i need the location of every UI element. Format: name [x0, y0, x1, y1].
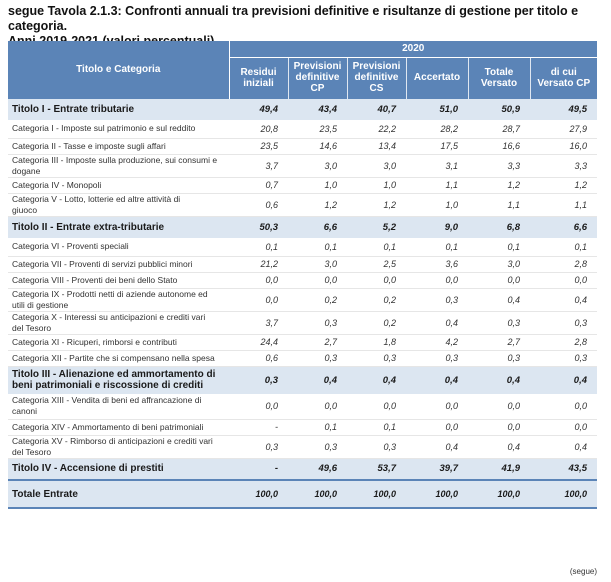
cell-previsioni-cs: 0,1 — [347, 238, 406, 256]
row-label — [8, 193, 229, 216]
cell-versato-cp: 3,3 — [530, 154, 597, 177]
row-label-line: Categoria VIII - Proventi dei beni dello Stato — [12, 274, 178, 285]
cell-previsioni-cs: 40,7 — [347, 98, 406, 120]
cell-previsioni-cp: 3,0 — [288, 154, 347, 177]
cell-previsioni-cp: 0,1 — [288, 419, 347, 435]
cell-residui-iniziali: - — [229, 419, 288, 435]
cell-previsioni-cp: 1,0 — [288, 177, 347, 193]
header-text-line: CP — [310, 83, 325, 94]
data-table — [8, 41, 597, 509]
row-label — [8, 177, 229, 193]
row-label-line: Categoria III - Imposte sulla produzione, sui consumi e — [12, 154, 218, 165]
row-label — [8, 458, 229, 480]
cell-previsioni-cp: 0,4 — [288, 366, 347, 394]
header-text-line: Accertato — [413, 72, 461, 83]
row-label — [8, 98, 229, 120]
row-label-line: Totale Entrate — [12, 488, 78, 500]
row-label-line: beni patrimoniali e riscossione di crediti — [12, 380, 204, 392]
cell-versato-cp: 6,6 — [530, 216, 597, 238]
cell-accertato: 0,3 — [406, 350, 468, 366]
cell-totale-versato: 100,0 — [468, 480, 530, 508]
cell-residui-iniziali: 0,0 — [229, 394, 288, 419]
cell-previsioni-cp: 43,4 — [288, 98, 347, 120]
cell-previsioni-cs: 22,2 — [347, 120, 406, 138]
cell-previsioni-cp: 3,0 — [288, 256, 347, 272]
cell-previsioni-cs: 5,2 — [347, 216, 406, 238]
cell-versato-cp: 16,0 — [530, 138, 597, 154]
header-text-line: Previsioni — [293, 61, 342, 72]
cell-accertato: 39,7 — [406, 458, 468, 480]
header-text-line: Previsioni — [352, 61, 401, 72]
cell-accertato: 51,0 — [406, 98, 468, 120]
cell-residui-iniziali: 21,2 — [229, 256, 288, 272]
header-text-line: iniziali — [243, 77, 274, 89]
cell-versato-cp: 27,9 — [530, 120, 597, 138]
categoria-row — [8, 334, 597, 350]
row-label — [8, 480, 229, 508]
cell-accertato: 0,0 — [406, 272, 468, 288]
categoria-row — [8, 238, 597, 256]
cell-previsioni-cp: 14,6 — [288, 138, 347, 154]
categoria-row — [8, 394, 597, 419]
row-label — [8, 272, 229, 288]
cell-totale-versato: 6,8 — [468, 216, 530, 238]
cell-residui-iniziali: 3,7 — [229, 154, 288, 177]
row-label — [8, 256, 229, 272]
row-label-line: del Tesoro — [12, 322, 52, 333]
cell-previsioni-cp: 100,0 — [288, 480, 347, 508]
cell-totale-versato: 0,0 — [468, 419, 530, 435]
row-label — [8, 435, 229, 458]
cell-previsioni-cp: 0,0 — [288, 394, 347, 419]
cell-totale-versato: 0,4 — [468, 366, 530, 394]
header-text-line: definitive — [295, 72, 340, 83]
cell-accertato: 3,1 — [406, 154, 468, 177]
table-header — [8, 41, 597, 98]
cell-totale-versato: 16,6 — [468, 138, 530, 154]
cell-previsioni-cp: 0,2 — [288, 288, 347, 311]
cell-previsioni-cp: 0,3 — [288, 311, 347, 334]
cell-residui-iniziali: 0,3 — [229, 435, 288, 458]
cell-previsioni-cp: 49,6 — [288, 458, 347, 480]
cell-previsioni-cs: 0,2 — [347, 288, 406, 311]
row-label-line: Categoria XIII - Vendita di beni ed affrancazione di — [12, 395, 202, 406]
cell-previsioni-cp: 0,1 — [288, 238, 347, 256]
titolo-row — [8, 458, 597, 480]
row-label-line: Categoria XII - Partite che si compensano nella spesa — [12, 352, 215, 363]
cell-previsioni-cp: 23,5 — [288, 120, 347, 138]
header-titolo-categoria: Titolo e Categoria — [8, 41, 229, 98]
cell-accertato: 0,0 — [406, 394, 468, 419]
cell-accertato: 3,6 — [406, 256, 468, 272]
cell-previsioni-cs: 53,7 — [347, 458, 406, 480]
row-label — [8, 138, 229, 154]
cell-residui-iniziali: 3,7 — [229, 311, 288, 334]
row-label — [8, 216, 229, 238]
header-accertato — [406, 57, 468, 98]
cell-totale-versato: 0,1 — [468, 238, 530, 256]
row-label-line: Categoria XI - Ricuperi, rimborsi e contributi — [12, 336, 177, 347]
row-label — [8, 366, 229, 394]
cell-residui-iniziali: 100,0 — [229, 480, 288, 508]
cell-previsioni-cs: 0,3 — [347, 435, 406, 458]
row-label — [8, 311, 229, 334]
row-label-line: canoni — [12, 406, 38, 417]
cell-versato-cp: 0,4 — [530, 366, 597, 394]
row-label — [8, 238, 229, 256]
cell-versato-cp: 0,4 — [530, 435, 597, 458]
cell-totale-versato: 1,1 — [468, 193, 530, 216]
cell-previsioni-cp: 6,6 — [288, 216, 347, 238]
cell-accertato: 17,5 — [406, 138, 468, 154]
cell-residui-iniziali: - — [229, 458, 288, 480]
categoria-row — [8, 154, 597, 177]
row-label — [8, 288, 229, 311]
cell-residui-iniziali: 20,8 — [229, 120, 288, 138]
categoria-row — [8, 138, 597, 154]
cell-previsioni-cs: 1,0 — [347, 177, 406, 193]
cell-accertato: 9,0 — [406, 216, 468, 238]
cell-previsioni-cs: 1,2 — [347, 193, 406, 216]
categoria-row — [8, 311, 597, 334]
categoria-row — [8, 193, 597, 216]
header-previsioni-cs — [347, 57, 406, 98]
row-label-line: Categoria VII - Proventi di servizi pubblici minori — [12, 258, 193, 269]
cell-previsioni-cs: 0,2 — [347, 311, 406, 334]
cell-versato-cp: 1,1 — [530, 193, 597, 216]
cell-accertato: 0,4 — [406, 435, 468, 458]
cell-previsioni-cs: 13,4 — [347, 138, 406, 154]
cell-residui-iniziali: 0,0 — [229, 288, 288, 311]
row-label-line: Categoria I - Imposte sul patrimonio e sul reddito — [12, 123, 196, 134]
cell-previsioni-cs: 0,3 — [347, 350, 406, 366]
cell-versato-cp: 100,0 — [530, 480, 597, 508]
cell-accertato: 0,4 — [406, 311, 468, 334]
cell-accertato: 0,0 — [406, 419, 468, 435]
cell-accertato: 1,0 — [406, 193, 468, 216]
cell-totale-versato: 50,9 — [468, 98, 530, 120]
cell-residui-iniziali: 49,4 — [229, 98, 288, 120]
cell-accertato: 4,2 — [406, 334, 468, 350]
cell-accertato: 100,0 — [406, 480, 468, 508]
cell-residui-iniziali: 0,6 — [229, 193, 288, 216]
header-year: 2020 — [229, 41, 597, 57]
cell-previsioni-cs: 2,5 — [347, 256, 406, 272]
row-label-line: Categoria XV - Rimborso di anticipazioni e crediti vari — [12, 435, 213, 446]
titolo-row — [8, 98, 597, 120]
cell-residui-iniziali: 50,3 — [229, 216, 288, 238]
row-label-line: Categoria IV - Monopoli — [12, 179, 102, 190]
cell-previsioni-cp: 2,7 — [288, 334, 347, 350]
header-text-line: Versato CP — [537, 77, 591, 89]
cell-residui-iniziali: 0,6 — [229, 350, 288, 366]
categoria-row — [8, 256, 597, 272]
cell-totale-versato: 3,3 — [468, 154, 530, 177]
header-text-line: Residui — [240, 66, 277, 78]
categoria-row — [8, 120, 597, 138]
totale-row — [8, 480, 597, 508]
row-label-line: Categoria XIV - Ammortamento di beni patrimoniali — [12, 421, 204, 432]
header-totale-versato — [468, 57, 530, 98]
cell-previsioni-cp: 0,3 — [288, 435, 347, 458]
cell-residui-iniziali: 23,5 — [229, 138, 288, 154]
cell-residui-iniziali: 0,3 — [229, 366, 288, 394]
cell-totale-versato: 0,4 — [468, 435, 530, 458]
cell-previsioni-cs: 1,8 — [347, 334, 406, 350]
row-label-line: Categoria V - Lotto, lotterie ed altre attività di — [12, 193, 181, 204]
cell-versato-cp: 0,1 — [530, 238, 597, 256]
categoria-row — [8, 419, 597, 435]
cell-previsioni-cp: 1,2 — [288, 193, 347, 216]
header-text-line: Versato — [480, 77, 518, 89]
cell-accertato: 28,2 — [406, 120, 468, 138]
row-label-line: Titolo II - Entrate extra-tributarie — [12, 221, 165, 233]
cell-previsioni-cs: 0,0 — [347, 272, 406, 288]
cell-versato-cp: 43,5 — [530, 458, 597, 480]
row-label — [8, 334, 229, 350]
cell-previsioni-cp: 0,3 — [288, 350, 347, 366]
cell-previsioni-cs: 100,0 — [347, 480, 406, 508]
cell-totale-versato: 41,9 — [468, 458, 530, 480]
cell-versato-cp: 0,3 — [530, 311, 597, 334]
row-label-line: Categoria X - Interessi su anticipazioni e crediti vari — [12, 311, 206, 322]
cell-versato-cp: 2,8 — [530, 256, 597, 272]
cell-versato-cp: 0,4 — [530, 288, 597, 311]
cell-versato-cp: 0,0 — [530, 272, 597, 288]
row-label — [8, 350, 229, 366]
row-label-line: Categoria II - Tasse e imposte sugli affari — [12, 140, 166, 151]
cell-totale-versato: 0,3 — [468, 311, 530, 334]
row-label-line: Titolo IV - Accensione di prestiti — [12, 463, 164, 475]
title-line-1: segue Tavola 2.1.3: Confronti annuali tra previsioni definitive e risultanze di gestione per titolo e categoria. — [8, 4, 579, 33]
cell-versato-cp: 1,2 — [530, 177, 597, 193]
row-label — [8, 394, 229, 419]
header-residui-iniziali — [229, 57, 288, 98]
cell-previsioni-cs: 3,0 — [347, 154, 406, 177]
header-text-line: di cui — [550, 66, 577, 78]
cell-residui-iniziali: 24,4 — [229, 334, 288, 350]
row-label — [8, 120, 229, 138]
table-body — [8, 98, 597, 508]
cell-versato-cp: 2,8 — [530, 334, 597, 350]
categoria-row — [8, 435, 597, 458]
titolo-row — [8, 366, 597, 394]
row-label-line: Titolo I - Entrate tributarie — [12, 103, 135, 115]
row-label-line: Categoria VI - Proventi speciali — [12, 241, 129, 252]
cell-previsioni-cs: 0,4 — [347, 366, 406, 394]
categoria-row — [8, 350, 597, 366]
row-label-line: Categoria IX - Prodotti netti di aziende autonome ed — [12, 288, 208, 299]
cell-totale-versato: 2,7 — [468, 334, 530, 350]
cell-totale-versato: 0,4 — [468, 288, 530, 311]
cell-totale-versato: 1,2 — [468, 177, 530, 193]
titolo-row — [8, 216, 597, 238]
header-text-line: CS — [369, 83, 384, 94]
cell-accertato: 1,1 — [406, 177, 468, 193]
row-label — [8, 154, 229, 177]
cell-residui-iniziali: 0,0 — [229, 272, 288, 288]
cell-residui-iniziali: 0,7 — [229, 177, 288, 193]
row-label — [8, 419, 229, 435]
cell-versato-cp: 0,0 — [530, 419, 597, 435]
cell-totale-versato: 0,3 — [468, 350, 530, 366]
cell-versato-cp: 49,5 — [530, 98, 597, 120]
row-label-line: Titolo III - Alienazione ed ammortamento di — [12, 369, 216, 381]
cell-totale-versato: 3,0 — [468, 256, 530, 272]
categoria-row — [8, 288, 597, 311]
header-text-line: definitive — [354, 72, 399, 83]
cell-residui-iniziali: 0,1 — [229, 238, 288, 256]
cell-accertato: 0,4 — [406, 366, 468, 394]
cell-accertato: 0,3 — [406, 288, 468, 311]
header-previsioni-cp — [288, 57, 347, 98]
cell-totale-versato: 28,7 — [468, 120, 530, 138]
cell-accertato: 0,1 — [406, 238, 468, 256]
cell-versato-cp: 0,3 — [530, 350, 597, 366]
header-text-line: Totale — [484, 66, 514, 78]
categoria-row — [8, 177, 597, 193]
row-label-line: giuoco — [12, 204, 38, 215]
cell-totale-versato: 0,0 — [468, 394, 530, 419]
cell-previsioni-cs: 0,1 — [347, 419, 406, 435]
cell-totale-versato: 0,0 — [468, 272, 530, 288]
categoria-row — [8, 272, 597, 288]
row-label-line: dogane — [12, 165, 41, 176]
row-label-line: utili di gestione — [12, 299, 69, 310]
row-label-line: del Tesoro — [12, 446, 52, 457]
cell-previsioni-cp: 0,0 — [288, 272, 347, 288]
segue-note: (segue) — [569, 567, 597, 576]
header-versato-cp — [530, 57, 597, 98]
cell-previsioni-cs: 0,0 — [347, 394, 406, 419]
cell-versato-cp: 0,0 — [530, 394, 597, 419]
